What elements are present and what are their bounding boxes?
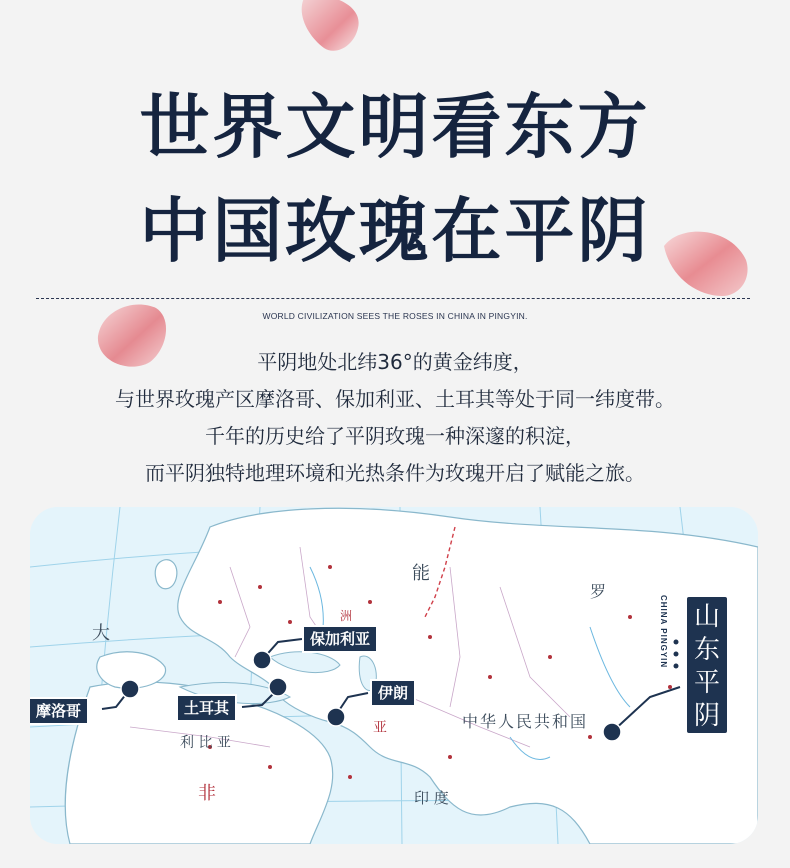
marker-morocco [121, 680, 139, 698]
marker-bulgaria [253, 651, 271, 669]
english-subtitle: WORLD CIVILIZATION SEES THE ROSES IN CHINA IN PINGYIN. [262, 311, 528, 321]
paragraph-line-2: 与世界玫瑰产区摩洛哥、保加利亚、土耳其等处于同一纬度带。 [115, 387, 675, 411]
shandong-pingyin-label [685, 595, 729, 735]
shandong-char-3: 平 [693, 668, 720, 698]
marker-pingyin [603, 723, 621, 741]
dashed-divider [36, 298, 750, 299]
headline-line-1: 世界文明看东方 [139, 86, 651, 168]
map-text-neng: 能 [412, 563, 430, 584]
map-text-fei: 非 [198, 783, 216, 804]
china-pingyin-caption: CHINA PINGYIN [659, 595, 668, 669]
headline-line-2: 中国玫瑰在平阴 [139, 190, 651, 272]
rose-petal-top [296, 0, 368, 58]
label-turkey: 土耳其 [176, 694, 237, 722]
map-graphic [30, 507, 758, 844]
map-text-yindu: 印 度 [414, 789, 449, 807]
map-text-zhonghua: 中华人民共和国 [462, 712, 589, 731]
map-text-da: 大 [92, 623, 110, 644]
shandong-char-2: 东 [693, 635, 720, 665]
map-text-libiya: 利 比 亚 [180, 735, 231, 751]
map-text-luo: 罗 [590, 582, 607, 601]
paragraph-line-1: 平阴地处北纬36°的黄金纬度， [257, 350, 533, 374]
marker-iran [327, 708, 345, 726]
label-morocco: 摩洛哥 [30, 697, 89, 725]
shandong-char-1: 山 [693, 602, 720, 632]
paragraph-line-4: 而平阴独特地理环境和光热条件为玫瑰开启了赋能之旅。 [145, 461, 645, 485]
label-bulgaria: 保加利亚 [302, 625, 378, 653]
marker-turkey [269, 678, 287, 696]
map-text-ya: 亚 [373, 720, 387, 736]
paragraph-line-3: 千年的历史给了平阴玫瑰一种深邃的积淀， [205, 424, 585, 448]
map-text-zhou: 洲 [340, 609, 353, 623]
shandong-char-4: 阴 [693, 701, 720, 731]
label-iran: 伊朗 [370, 679, 416, 707]
world-map [30, 507, 758, 844]
